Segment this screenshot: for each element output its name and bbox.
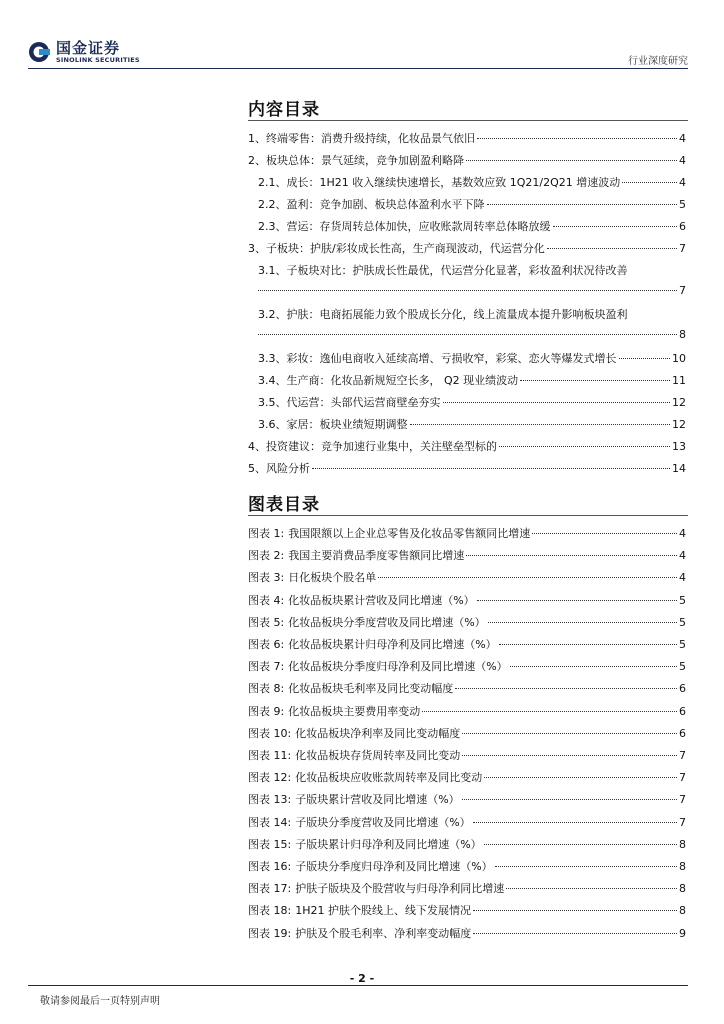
toc-entry-leader [258,328,686,342]
figure-page-number: 7 [679,771,686,785]
toc-dots [622,182,677,183]
figure-label: 图表 8: [248,682,285,696]
report-type: 行业深度研究 [628,56,688,67]
figure-page-number: 6 [679,726,686,740]
figure-entry-line [248,527,686,541]
toc-entry[interactable] [248,154,686,168]
figure-title: 1H21 护肤个股线上、线下发展情况 [295,904,471,918]
page-number: - 2 - [349,972,375,985]
figure-entry-line [248,594,686,608]
toc-entry-text: 3.5、代运营：头部代运营商壁垒夯实 [258,396,441,409]
toc-entry[interactable] [248,242,686,256]
toc-dots [499,446,670,447]
toc-dots [455,688,677,689]
figure-title: 我国限额以上企业总零售及化妆品零售额同比增速 [288,527,531,540]
logo-icon [28,41,50,63]
toc-dots [422,711,677,712]
toc-dots [466,555,677,556]
toc-page-number: 12 [672,418,686,431]
figure-title: 子版块分季度营收及同比增速（%） [295,815,471,829]
toc-entry-line [258,176,686,190]
toc-dots [410,424,671,425]
toc-dots [506,888,677,889]
figure-page-number: 4 [679,549,686,563]
toc-entry-text: 2.1、成长：1H21 收入继续快速增长，基数效应致 1Q21/2Q21 增速波动 [258,176,621,189]
figure-title: 化妆品板块存货周转率及同比变动 [295,749,461,762]
figures-rule [248,515,688,516]
toc-dots [378,577,677,578]
toc-dots [484,844,677,845]
toc-dots [477,138,677,139]
toc-entry-line [258,396,686,410]
figure-entry[interactable] [248,749,686,763]
figure-page-number: 6 [679,682,686,696]
figure-label: 图表 7: [248,660,285,674]
toc-entry-line [248,462,686,476]
figure-label: 图表 6: [248,638,285,651]
toc-dots [477,600,677,601]
figure-page-number: 8 [679,860,686,873]
toc-dots [462,755,677,756]
figure-entry-line [248,571,686,585]
toc-entry[interactable] [248,176,686,190]
figure-page-number: 5 [679,615,686,629]
figure-entry-line [248,660,686,674]
toc-entry-line [258,352,686,366]
figure-entry-line [248,816,686,830]
figure-page-number: 5 [679,593,686,607]
logo-text-en: SINOLINK SECURITIES [56,56,140,64]
toc-dots [258,334,677,335]
toc-dots [510,666,677,667]
header-divider [28,68,688,69]
figure-entry-line [248,793,686,807]
toc-entry-line [258,418,686,432]
toc-entry[interactable] [248,440,686,454]
figure-title: 化妆品板块主要费用率变动 [288,704,421,718]
figure-title: 护肤子版块及个股营收与归母净利同比增速 [295,882,505,896]
toc-entry[interactable] [248,198,686,212]
toc-entry-text: 3.1、子板块对比：护肤成长性最优，代运营分化显著，彩妆盈利状况待改善 [258,264,628,277]
toc-entry[interactable] [248,374,686,388]
figure-entry-line [248,838,686,852]
figure-label: 图表 16: [248,860,292,873]
footer-disclaimer: 敬请参阅最后一页特别声明 [40,996,160,1007]
logo-text-cn: 国金证券 [56,39,121,57]
figure-entry-line [248,749,686,763]
figure-entry[interactable] [248,660,686,674]
toc-page-number: 6 [679,220,686,233]
figure-entry-line [248,727,686,741]
toc-dots [462,799,677,800]
toc-entry-line [258,198,686,212]
figure-entry[interactable] [248,727,686,741]
figure-page-number: 5 [679,638,686,651]
figure-entry-line [248,771,686,785]
toc-entry[interactable] [248,352,686,366]
figure-page-number: 7 [679,749,686,762]
toc-entry-line [258,374,686,388]
figure-label: 图表 14: [248,815,292,829]
figure-label: 图表 4: [248,593,285,607]
figure-title: 我国主要消费品季度零售额同比增速 [288,549,465,563]
figure-entry-line [248,927,686,941]
figure-title: 日化板块个股名单 [288,571,377,585]
figure-page-number: 4 [679,571,686,585]
company-logo [28,40,140,64]
figure-page-number: 8 [679,837,686,851]
figure-entry[interactable] [248,816,686,830]
toc-entry[interactable] [248,132,686,146]
toc-page-number: 4 [679,154,686,167]
toc-dots [466,160,677,161]
toc-page-number: 10 [672,352,686,365]
toc-dots [443,402,671,403]
toc-dots [488,622,677,623]
figure-entry-line [248,705,686,719]
figures-title: 图表目录 [248,495,320,515]
figure-label: 图表 10: [248,726,292,740]
toc-entry-text: 4、投资建议：竞争加速行业集中，关注壁垒型标的 [248,440,497,453]
figure-title: 子版块累计归母净利及同比增速（%） [295,837,482,851]
toc-page-number: 7 [679,284,686,297]
figure-entry[interactable] [248,571,686,585]
toc-entry-text: 3.2、护肤：电商拓展能力致个股成长分化，线上流量成本提升影响板块盈利 [258,308,628,321]
toc-dots [619,358,671,359]
figure-page-number: 8 [679,882,686,896]
figure-page-number: 8 [679,904,686,918]
figure-entry-line [248,882,686,896]
figure-label: 图表 11: [248,749,292,762]
toc-dots [473,910,677,911]
figure-page-number: 7 [679,815,686,829]
figure-title: 化妆品板块净利率及同比变动幅度 [295,726,461,740]
toc-entry-text: 3.4、生产商：化妆品新规短空长多， Q2 现业绩波动 [258,374,519,387]
toc-dots [487,204,678,205]
contents-rule [248,120,688,121]
figure-entry-line [248,904,686,918]
toc-entry[interactable] [248,220,686,234]
figure-page-number: 9 [679,926,686,940]
toc-dots [462,733,677,734]
figure-page-number: 4 [679,527,686,540]
figure-page-number: 7 [679,793,686,807]
toc-dots [553,226,678,227]
toc-page-number: 14 [672,462,686,475]
toc-entry-text: 2、板块总体：景气延续，竞争加剧盈利略降 [248,154,464,167]
toc-dots [473,933,677,934]
toc-page-number: 8 [679,328,686,341]
figure-entry-line [248,860,686,874]
figure-title: 化妆品板块累计营收及同比增速（%） [288,593,475,607]
figure-label: 图表 1: [248,527,285,540]
figure-label: 图表 2: [248,549,285,563]
toc-entry-text: 3、子板块：护肤/彩妆成长性高，生产商现波动，代运营分化 [248,242,545,255]
figure-entry-line [248,616,686,630]
contents-title: 内容目录 [248,100,320,120]
toc-entry-leader [258,284,686,298]
figure-entry[interactable] [248,860,686,874]
figure-label: 图表 17: [248,882,292,896]
toc-dots [520,380,670,381]
figure-entry[interactable] [248,594,686,608]
figure-label: 图表 9: [248,704,285,718]
figure-label: 图表 3: [248,571,285,585]
toc-page-number: 12 [672,396,686,409]
figure-entry[interactable] [248,549,686,563]
toc-entry[interactable] [248,308,686,342]
figure-entry-line [248,682,686,696]
toc-entry[interactable] [248,418,686,432]
figure-label: 图表 18: [248,904,292,918]
toc-dots [547,248,677,249]
figure-entry[interactable] [248,838,686,852]
figure-entry[interactable] [248,616,686,630]
figure-entry-line [248,549,686,563]
figure-entry[interactable] [248,927,686,941]
figure-page-number: 6 [679,704,686,718]
toc-entry-text: 2.2、盈利：竞争加剧、板块总体盈利水平下降 [258,198,485,211]
toc-entry-line [248,132,686,146]
toc-dots [473,822,677,823]
figure-title: 化妆品板块应收账款周转率及同比变动 [295,771,483,785]
figure-entry[interactable] [248,527,686,541]
toc-entry-text: 1、终端零售：消费升级持续，化妆品景气依旧 [248,132,475,145]
toc-entry[interactable] [248,264,686,298]
figure-entry[interactable] [248,705,686,719]
figure-title: 子版块累计营收及同比增速（%） [295,793,460,807]
figure-label: 图表 12: [248,771,292,785]
toc-entry-text: 3.6、家居：板块业绩短期调整 [258,418,408,431]
footer-divider [28,985,688,986]
toc-entry-text: 3.3、彩妆：逸仙电商收入延续高增、亏损收窄，彩棠、恋火等爆发式增长 [258,352,617,365]
figure-entry[interactable] [248,638,686,652]
figure-label: 图表 19: [248,926,292,940]
figure-page-number: 5 [679,660,686,674]
figure-entry[interactable] [248,882,686,896]
toc-entry-text: 2.3、营运：存货周转总体加快，应收账款周转率总体略放缓 [258,220,551,233]
figure-title: 子版块分季度归母净利及同比增速（%） [295,860,493,873]
figure-title: 化妆品板块累计归母净利及同比增速（%） [288,638,497,651]
toc-entry-line [248,242,686,256]
figure-entry[interactable] [248,771,686,785]
toc-entry-text: 5、风险分析 [248,462,310,475]
toc-page-number: 4 [679,132,686,145]
toc-dots [532,533,677,534]
toc-page-number: 4 [679,176,686,189]
toc-page-number: 5 [679,198,686,211]
figure-title: 化妆品板块毛利率及同比变动幅度 [288,682,454,696]
figure-entry[interactable] [248,904,686,918]
toc-page-number: 13 [672,440,686,453]
toc-entry[interactable] [248,396,686,410]
figure-title: 化妆品板块分季度归母净利及同比增速（%） [288,660,508,674]
toc-dots [484,777,677,778]
toc-entry-line [258,220,686,234]
figure-entry[interactable] [248,682,686,696]
toc-entry-line [248,154,686,168]
figure-title: 化妆品板块分季度营收及同比增速（%） [288,615,486,629]
toc-page-number: 11 [672,374,686,387]
figure-entry-line [248,638,686,652]
figure-label: 图表 13: [248,793,292,807]
figure-label: 图表 15: [248,837,292,851]
toc-dots [258,290,677,291]
figure-label: 图表 5: [248,615,285,629]
figure-entry[interactable] [248,793,686,807]
toc-dots [495,866,677,867]
toc-entry[interactable] [248,462,686,476]
figure-title: 护肤及个股毛利率、净利率变动幅度 [295,926,472,940]
toc-dots [312,468,670,469]
toc-dots [499,644,677,645]
toc-page-number: 7 [679,242,686,255]
toc-entry-line [248,440,686,454]
